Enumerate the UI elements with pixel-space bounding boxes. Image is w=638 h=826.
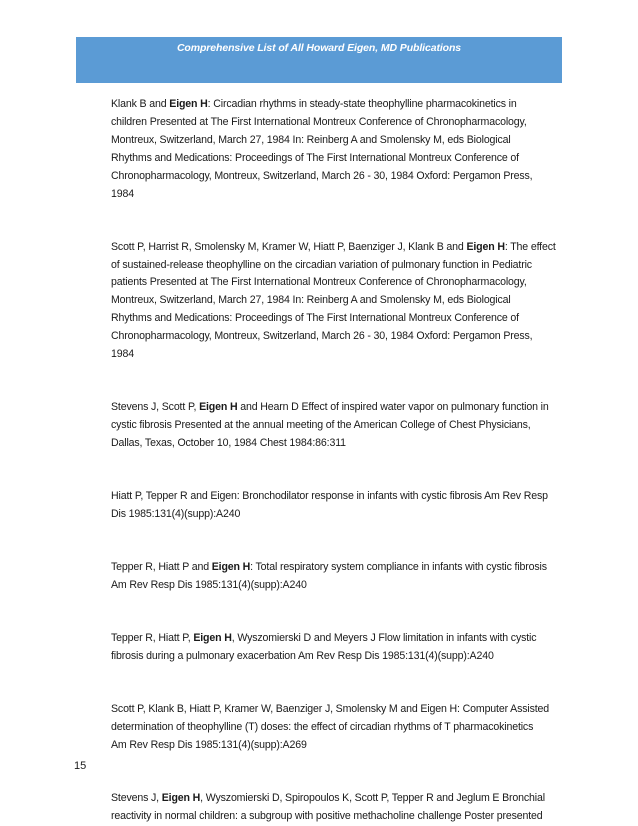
publication-entry xyxy=(111,790,566,826)
publication-line xyxy=(111,168,566,186)
citation-text: 1984 xyxy=(111,187,134,200)
citation-text: : The effect xyxy=(504,240,556,253)
citation-text: Chronopharmacology, Montreux, Switzerland, March 26 - 30, 1984 Oxford: Pergamon Press, xyxy=(111,169,533,182)
citation-text: 1984 xyxy=(111,348,134,361)
citation-text: Dis 1985:131(4)(supp):A240 xyxy=(111,507,241,520)
publication-line xyxy=(111,399,566,417)
entry-spacer xyxy=(111,382,566,400)
citation-text: Am Rev Resp Dis 1985:131(4)(supp):A240 xyxy=(111,578,307,591)
publication-line xyxy=(111,808,566,826)
author-highlight: Eigen H xyxy=(193,632,232,645)
publication-line xyxy=(111,559,566,577)
entry-spacer xyxy=(111,203,566,221)
publication-list xyxy=(111,96,566,826)
citation-text: Scott P, Harrist R, Smolensky M, Kramer W, Hiatt P, Baenziger J, Klank B and xyxy=(111,240,467,253)
page-number: 15 xyxy=(74,760,87,772)
citation-text: : Circadian rhythms in steady-state theophylline pharmacokinetics in xyxy=(207,98,517,110)
citation-text: patients Presented at The First International Montreux Conference of Chronopharmacology, xyxy=(111,276,527,289)
publication-entry xyxy=(111,488,566,524)
header-band xyxy=(76,37,562,83)
author-highlight: Eigen H xyxy=(169,98,208,110)
publication-line xyxy=(111,488,566,506)
citation-text: Stevens J, Scott P, xyxy=(111,401,200,414)
citation-text: Dallas, Texas, October 10, 1984 Chest 1984:86:311 xyxy=(111,436,346,449)
citation-text: Rhythms and Medications: Proceedings of The First International Montreux Conference of xyxy=(111,151,519,164)
publication-entry xyxy=(111,96,566,203)
citation-text: , Wyszomierski D, Spiropoulos K, Scott P, Tepper R and Jeglum E Bronchial xyxy=(200,791,545,804)
citation-text: of sustained-release theophylline on the circadian variation of pulmonary function in Pediatric xyxy=(111,258,532,271)
publication-line xyxy=(111,577,566,595)
entry-spacer xyxy=(111,541,566,559)
citation-text: : Total respiratory system compliance in infants with cystic fibrosis xyxy=(250,561,547,574)
entry-spacer xyxy=(111,221,566,239)
citation-text: children Presented at The First International Montreux Conference of Chronopharmacology, xyxy=(111,115,527,128)
publication-line xyxy=(111,274,566,292)
citation-text: and Hearn D Effect of inspired water vapor on pulmonary function in xyxy=(237,401,549,414)
citation-text: Tepper R, Hiatt P, xyxy=(111,632,194,645)
publication-line xyxy=(111,292,566,310)
publication-line xyxy=(111,257,566,275)
citation-text: Montreux, Switzerland, March 27, 1984 In: Reinberg A and Smolensky M, eds Biological xyxy=(111,294,511,307)
publication-line xyxy=(111,719,566,737)
author-highlight: Eigen H xyxy=(211,561,251,574)
citation-text: Rhythms and Medications: Proceedings of The First International Montreux Conference of xyxy=(111,312,519,325)
citation-text: Tepper R, Hiatt P and xyxy=(111,561,212,574)
entry-spacer xyxy=(111,772,566,790)
publication-line xyxy=(111,435,566,453)
publication-line xyxy=(111,417,566,435)
citation-text: fibrosis during a pulmonary exacerbation Am Rev Resp Dis 1985:131(4)(supp):A240 xyxy=(111,649,494,662)
citation-text: Scott P, Klank B, Hiatt P, Kramer W, Baenziger J, Smolensky M and Eigen H: Computer Assisted xyxy=(111,703,550,716)
publication-line xyxy=(111,506,566,524)
entry-spacer xyxy=(111,364,566,382)
author-highlight: Eigen H xyxy=(199,401,238,414)
citation-text: Am Rev Resp Dis 1985:131(4)(supp):A269 xyxy=(111,738,307,751)
publication-entry xyxy=(111,399,566,453)
citation-text: Hiatt P, Tepper R and Eigen: Bronchodilator response in infants with cystic fibrosis Am Rev Resp xyxy=(111,490,548,503)
publication-line xyxy=(111,239,566,257)
publication-line xyxy=(111,630,566,648)
publication-entry xyxy=(111,701,566,755)
publication-line xyxy=(111,150,566,168)
publication-entry xyxy=(111,559,566,595)
publication-entry xyxy=(111,239,566,364)
citation-text: Stevens J, xyxy=(111,791,162,804)
author-highlight: Eigen H xyxy=(161,791,201,804)
entry-spacer xyxy=(111,683,566,701)
entry-spacer xyxy=(111,524,566,542)
publication-line xyxy=(111,132,566,150)
citation-text: Klank B and xyxy=(111,98,170,110)
publication-line xyxy=(111,96,566,114)
document-title: Comprehensive List of All Howard Eigen, MD Publications xyxy=(176,42,462,54)
publication-entry xyxy=(111,630,566,666)
publication-line xyxy=(111,114,566,132)
entry-spacer xyxy=(111,612,566,630)
publication-line xyxy=(111,737,566,755)
entry-spacer xyxy=(111,595,566,613)
publication-line xyxy=(111,186,566,204)
citation-text: cystic fibrosis Presented at the annual meeting of the American College of Chest Physicians, xyxy=(111,419,531,432)
author-highlight: Eigen H xyxy=(466,240,505,253)
publication-line xyxy=(111,310,566,328)
publication-line xyxy=(111,701,566,719)
entry-spacer xyxy=(111,666,566,684)
entry-spacer xyxy=(111,470,566,488)
citation-text: determination of theophylline (T) doses: the effect of circadian rhythms of T pharmacokinetics xyxy=(111,720,534,733)
entry-spacer xyxy=(111,755,566,773)
publication-line xyxy=(111,328,566,346)
citation-text: Chronopharmacology, Montreux, Switzerland, March 26 - 30, 1984 Oxford: Pergamon Press, xyxy=(111,330,533,343)
publication-line xyxy=(111,648,566,666)
citation-text: Montreux, Switzerland, March 27, 1984 In: Reinberg A and Smolensky M, eds Biological xyxy=(111,133,511,146)
citation-text: reactivity in normal children: a subgroup with positive methacholine challenge Poster presented xyxy=(111,809,543,822)
entry-spacer xyxy=(111,453,566,471)
publication-line xyxy=(111,790,566,808)
publication-line xyxy=(111,346,566,364)
citation-text: , Wyszomierski D and Meyers J Flow limitation in infants with cystic xyxy=(231,632,537,645)
